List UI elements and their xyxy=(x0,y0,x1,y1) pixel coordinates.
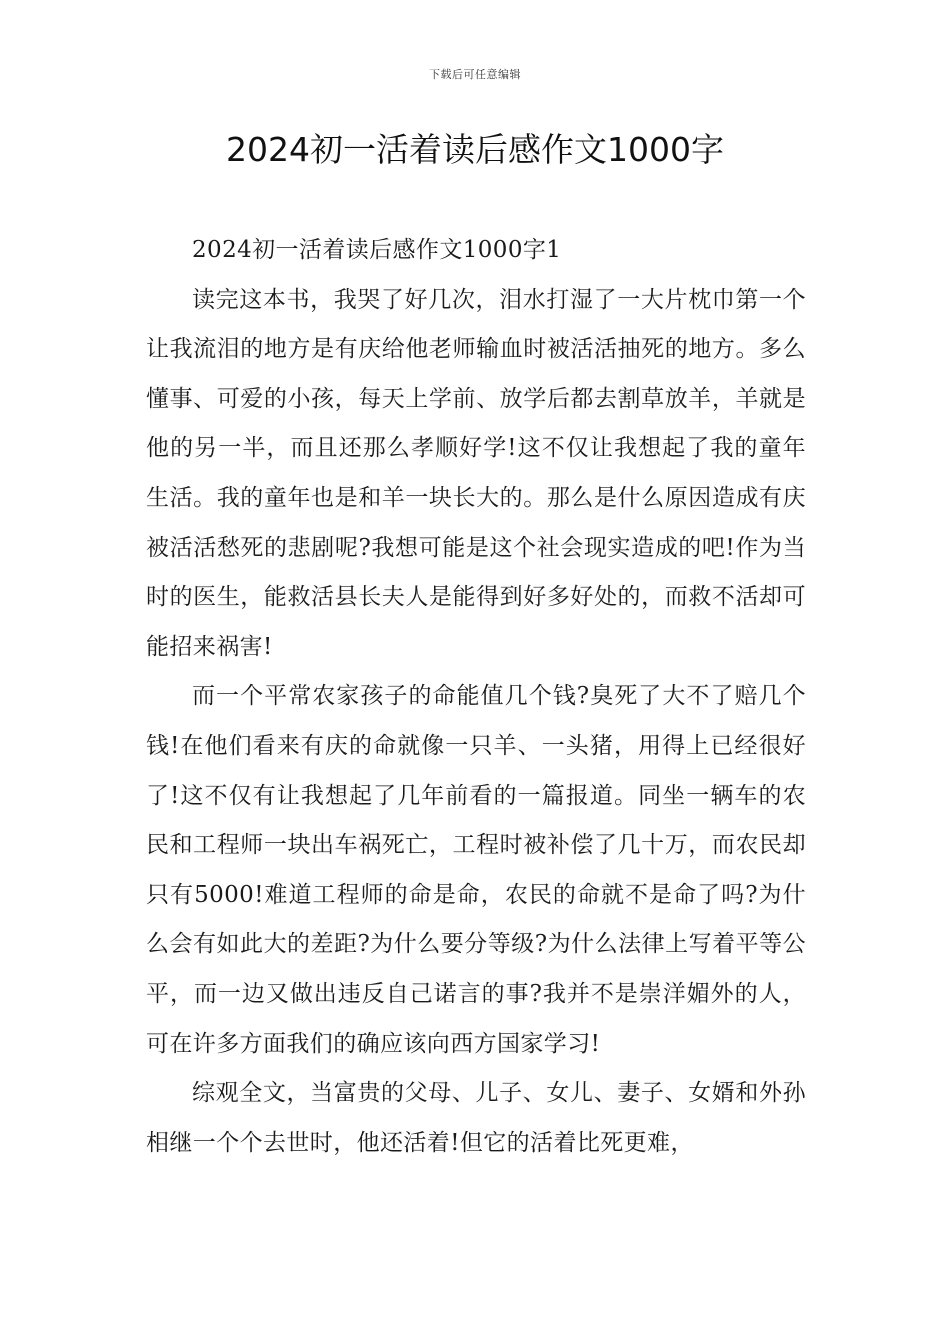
paragraph-1: 读完这本书，我哭了好几次，泪水打湿了一大片枕巾第一个让我流泪的地方是有庆给他老师输血时被活活抽死的地方。多么懂事、可爱的小孩，每天上学前、放学后都去割草放羊，羊就是他的另一半，而且还那么孝顺好学!这不仅让我想起了我的童年生活。我的童年也是和羊一块长大的。那么是什么原因造成有庆被活活愁死的悲剧呢?我想可能是这个社会现实造成的吧!作为当时的医生，能救活县长夫人是能得到好多好处的，而救不活却可能招来祸害! xyxy=(146,286,806,660)
page-header-note: 下载后可任意编辑 xyxy=(429,68,521,81)
paragraph-3: 综观全文，当富贵的父母、儿子、女儿、妻子、女婿和外孙相继一个个去世时，他还活着!但它的活着比死更难， xyxy=(146,1080,806,1156)
document-title: 2024初一活着读后感作文1000字 xyxy=(226,130,724,169)
section-subheading: 2024初一活着读后感作文1000字1 xyxy=(192,237,562,263)
document-body xyxy=(146,226,806,1168)
paragraph-2: 而一个平常农家孩子的命能值几个钱?臭死了大不了赔几个钱!在他们看来有庆的命就像一只羊、一头猪，用得上已经很好了!这不仅有让我想起了几年前看的一篇报道。同坐一辆车的农民和工程师一块出车祸死亡，工程时被补偿了几十万，而农民却只有5000!难道工程师的命是命，农民的命就不是命了吗?为什么会有如此大的差距?为什么要分等级?为什么法律上写着平等公平，而一边又做出违反自己诺言的事?我并不是崇洋媚外的人，可在许多方面我们的确应该向西方国家学习! xyxy=(146,683,806,1057)
